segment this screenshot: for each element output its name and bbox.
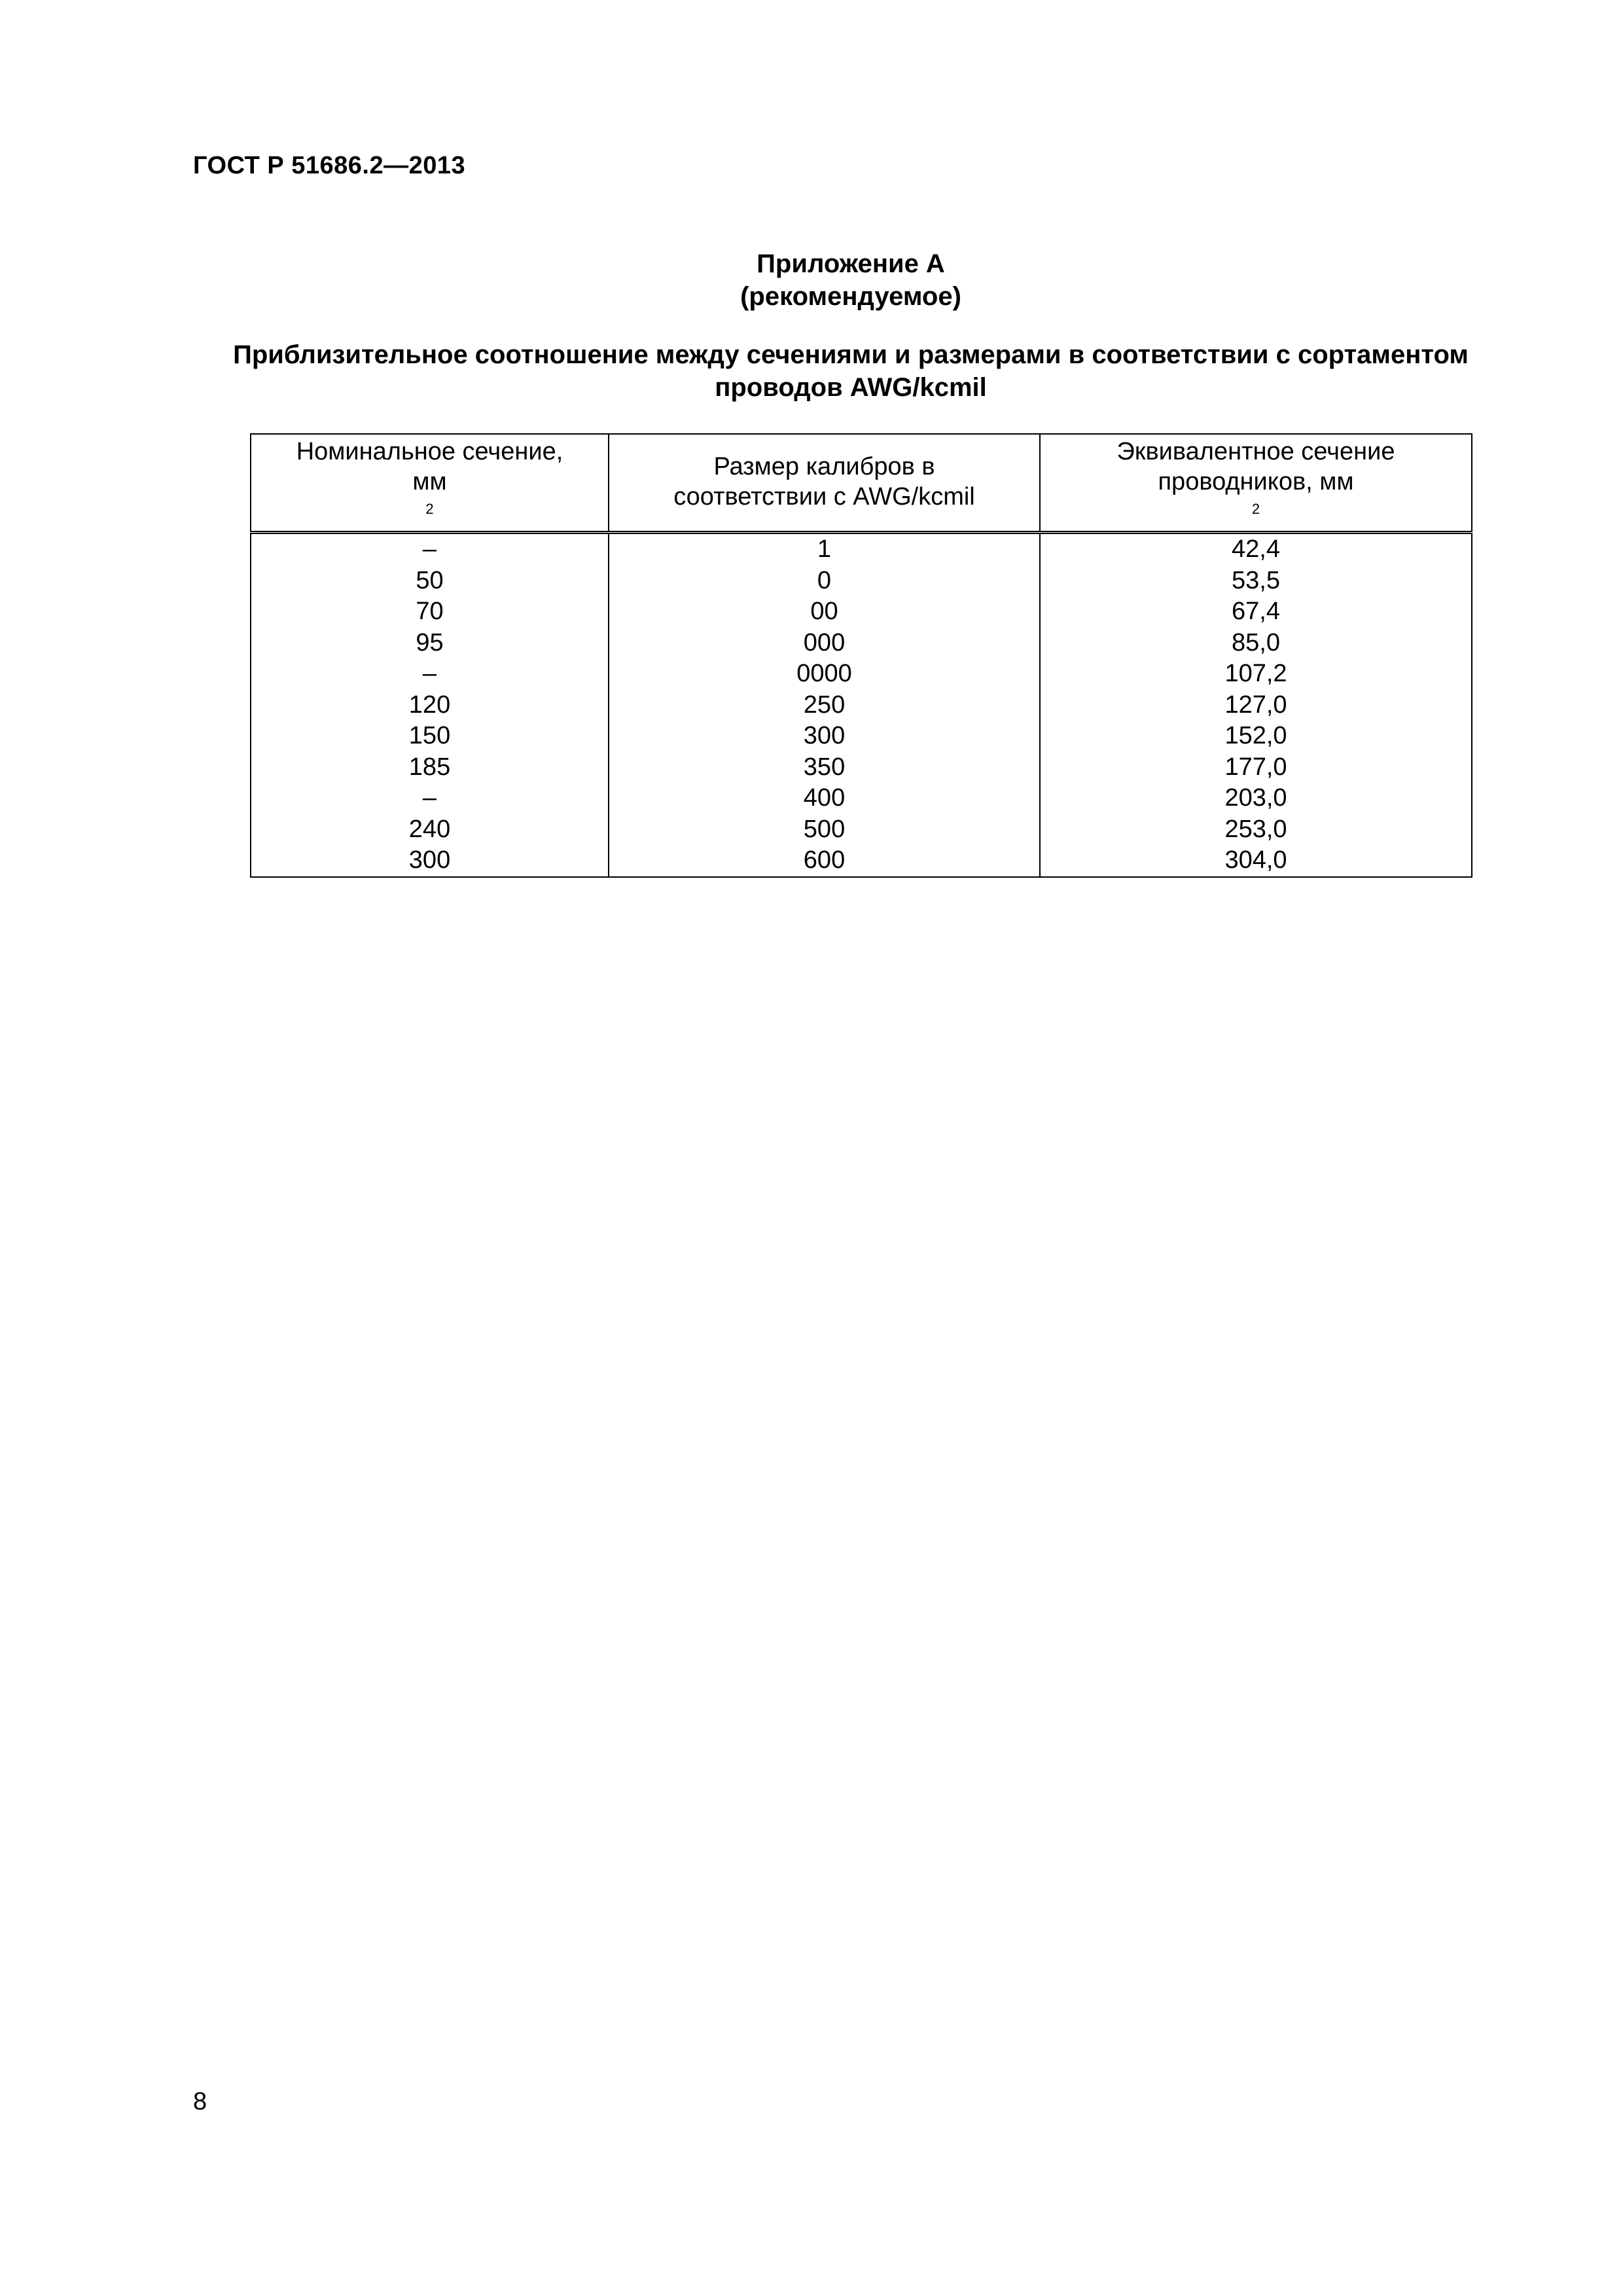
header-line: Размер калибров в bbox=[713, 453, 935, 480]
table-cell: – bbox=[251, 533, 609, 565]
table-cell: 350 bbox=[609, 752, 1040, 783]
superscript: 2 bbox=[425, 501, 434, 517]
table-cell: 127,0 bbox=[1040, 690, 1472, 721]
header-nominal-section bbox=[251, 434, 609, 533]
table-cell: 203,0 bbox=[1040, 783, 1472, 814]
table-cell: 0000 bbox=[609, 658, 1040, 690]
table-row bbox=[251, 752, 1472, 783]
annex-status: (рекомендуемое) bbox=[740, 282, 961, 311]
table-header-row bbox=[251, 434, 1472, 533]
table-cell: 177,0 bbox=[1040, 752, 1472, 783]
table-row bbox=[251, 565, 1472, 597]
table-row bbox=[251, 596, 1472, 628]
table-cell: 150 bbox=[251, 721, 609, 752]
table-row bbox=[251, 783, 1472, 814]
table-cell: 300 bbox=[609, 721, 1040, 752]
table-cell: 000 bbox=[609, 628, 1040, 659]
table-row bbox=[251, 533, 1472, 565]
header-line: Номинальное сечение, bbox=[296, 438, 563, 465]
table-cell: 250 bbox=[609, 690, 1040, 721]
table-cell: 304,0 bbox=[1040, 845, 1472, 877]
table-row bbox=[251, 845, 1472, 877]
table-cell: 185 bbox=[251, 752, 609, 783]
table-cell: 1 bbox=[609, 533, 1040, 565]
table-cell: 95 bbox=[251, 628, 609, 659]
table-cell: 300 bbox=[251, 845, 609, 877]
table-cell: 85,0 bbox=[1040, 628, 1472, 659]
table-cell: – bbox=[251, 658, 609, 690]
table-cell: 107,2 bbox=[1040, 658, 1472, 690]
table-title bbox=[196, 338, 1505, 404]
table-title-line-2: проводов AWG/kcmil bbox=[715, 373, 987, 402]
page-number: 8 bbox=[193, 2088, 207, 2115]
table-cell: 253,0 bbox=[1040, 814, 1472, 846]
table-cell: 240 bbox=[251, 814, 609, 846]
table-cell: – bbox=[251, 783, 609, 814]
table-row bbox=[251, 628, 1472, 659]
header-line: мм $^2$ bbox=[412, 468, 447, 517]
table-row bbox=[251, 658, 1472, 690]
table-row bbox=[251, 690, 1472, 721]
table-cell: 00 bbox=[609, 596, 1040, 628]
header-equivalent-section bbox=[1040, 434, 1472, 533]
header-line: Эквивалентное сечение bbox=[1116, 438, 1395, 465]
annex-heading bbox=[0, 247, 1623, 313]
header-line: соответствии с AWG/kcmil bbox=[673, 483, 975, 511]
table-cell: 120 bbox=[251, 690, 609, 721]
awg-correspondence-table bbox=[250, 433, 1472, 878]
superscript: 2 bbox=[1251, 501, 1260, 517]
table-row bbox=[251, 721, 1472, 752]
table-cell: 53,5 bbox=[1040, 565, 1472, 597]
annex-title: Приложение А bbox=[757, 249, 945, 278]
table-cell: 400 bbox=[609, 783, 1040, 814]
table-cell: 0 bbox=[609, 565, 1040, 597]
table-cell: 67,4 bbox=[1040, 596, 1472, 628]
header-awg-size bbox=[609, 434, 1040, 533]
table-cell: 50 bbox=[251, 565, 609, 597]
table-cell: 152,0 bbox=[1040, 721, 1472, 752]
table-cell: 70 bbox=[251, 596, 609, 628]
table-row bbox=[251, 814, 1472, 846]
table-title-line-1: Приблизительное соотношение между сечениями и размерами в соответствии с сортаментом bbox=[233, 340, 1469, 369]
table-cell: 600 bbox=[609, 845, 1040, 877]
table-cell: 500 bbox=[609, 814, 1040, 846]
header-line: проводников, мм $^2$ bbox=[1158, 468, 1354, 517]
standard-number: ГОСТ Р 51686.2—2013 bbox=[193, 152, 466, 179]
table-cell: 42,4 bbox=[1040, 533, 1472, 565]
